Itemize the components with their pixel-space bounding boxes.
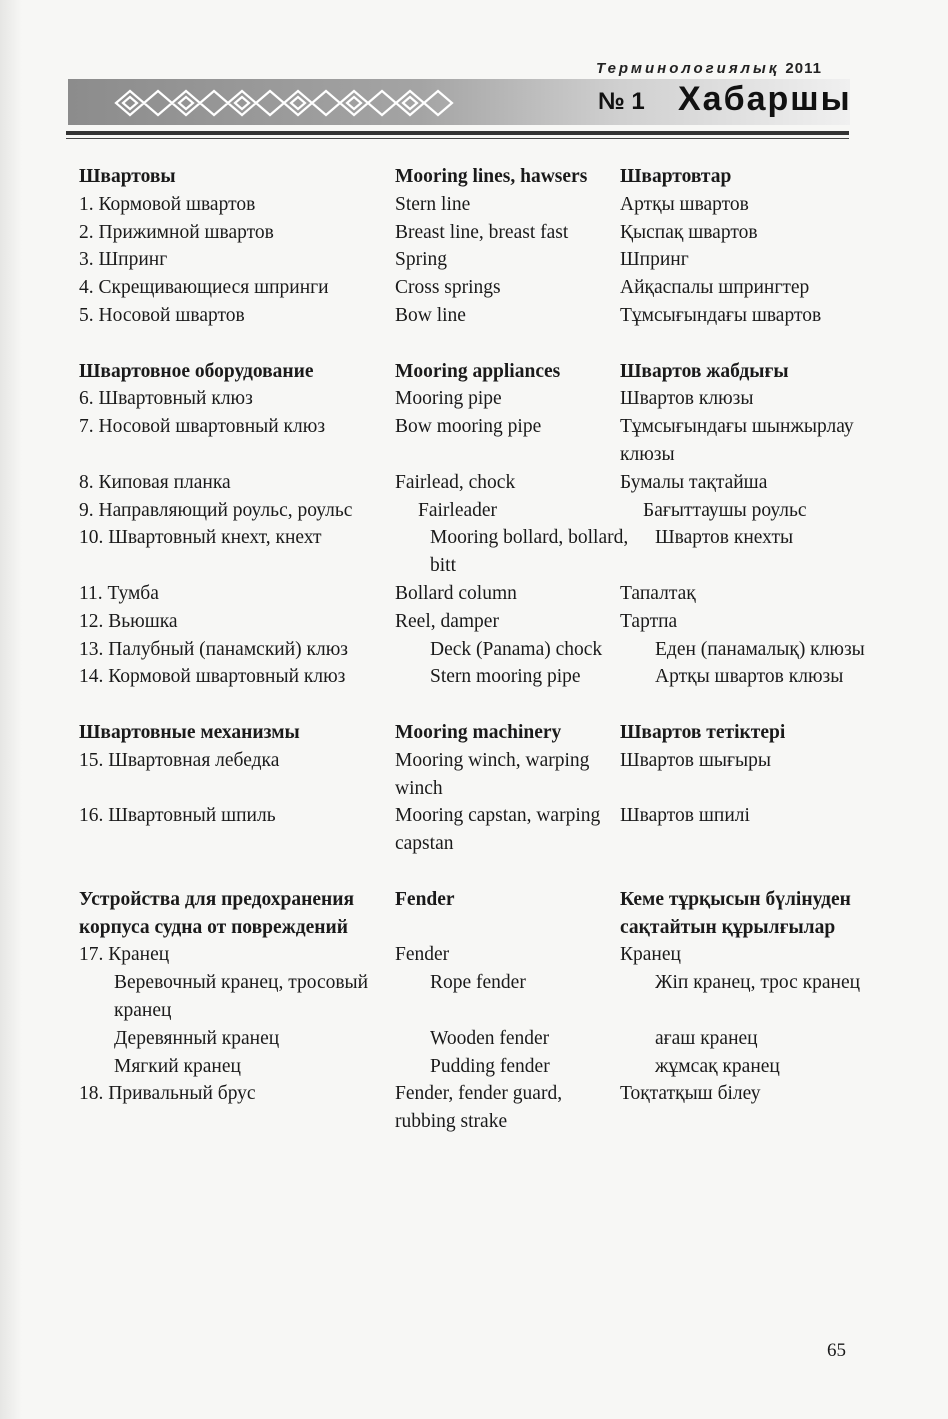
term-kz: Швартов кнехты [655,527,794,549]
term-en: Bollard column [395,582,517,604]
term-ru: 18. Привальный брус [79,1083,256,1105]
term-ru: 5. Носовой швартов [79,304,245,326]
term-ru: 6. Швартовный клюз [79,388,253,410]
term-en: Mooring bollard, bollard, bitt [430,527,629,577]
term-en: Fairleader [418,499,498,521]
term-ru: 14. Кормовой швартовный клюз [79,666,346,688]
term-row [79,802,859,858]
term-row [79,246,859,274]
term-kz: Швартов клюзы [620,388,754,410]
heading-ru: Швартовное оборудование [79,360,314,382]
term-en: Mooring pipe [395,388,502,410]
term-ru: Веревочный кранец, тросовый кранец [114,972,369,1021]
term-kz: Бағыттаушы роульс [643,499,807,521]
header-rule-thin [66,138,849,139]
term-row [79,497,859,525]
term-en: Breast line, breast fast [395,221,569,243]
term-row [79,385,859,413]
term-kz: Тапалтақ [620,582,696,604]
term-ru: 9. Направляющий роульс, роульс [79,499,353,521]
heading-kz: Швартовтар [620,166,732,187]
term-row [79,219,859,247]
term-ru: 17. Кранец [79,944,170,966]
term-row [79,1080,859,1136]
term-row [79,469,859,497]
term-kz: Айқаспалы шпрингтер [620,277,810,299]
heading-kz: Швартов жабдығы [620,360,789,382]
heading-ru: Устройства для предохранения корпуса судна от повреждений [79,888,354,938]
term-en: Spring [395,249,448,271]
term-kz: Кранец [620,944,681,966]
term-ru: 4. Скрещивающиеся шпринги [79,277,329,299]
term-kz: Тоқтатқыш білеу [620,1083,761,1105]
term-en: Mooring winch, warping winch [395,749,590,799]
term-en: Deck (Panama) chock [430,638,603,660]
heading-kz: Швартов тетіктері [620,721,786,743]
heading-en: Fender [395,888,455,910]
term-kz: Жіп кранец, трос кранец [655,972,861,994]
heading-ru: Швартовы [79,166,176,187]
term-ru: 16. Швартовный шпиль [79,805,276,827]
heading-kz: Кеме тұрқысын бүлінуден сақтайтын құрылғылар [620,888,851,938]
term-ru: 10. Швартовный кнехт, кнехт [79,527,322,549]
term-ru: Деревянный кранец [114,1027,280,1049]
term-row [79,524,859,580]
page-number: 65 [827,1340,846,1361]
term-kz: Тұмсығындағы шынжырлау клюзы [620,416,854,465]
term-kz: Швартов шпилі [620,805,750,827]
section-heading-row [79,358,859,386]
term-en: Fairlead, chock [395,471,516,493]
term-kz: Артқы швартов клюзы [655,666,844,688]
term-en: Reel, damper [395,610,499,632]
term-row [79,302,859,330]
term-row [79,941,859,969]
term-en: Cross springs [395,277,501,299]
term-kz: Тұмсығындағы швартов [620,304,822,326]
journal-title: Хабаршы [678,80,852,118]
term-ru: 7. Носовой швартовный клюз [79,416,326,438]
section-heading-row [79,886,859,942]
term-kz: жұмсақ кранец [655,1055,780,1077]
term-en: Mooring capstan, warping capstan [395,805,601,855]
heading-en: Mooring appliances [395,360,561,382]
term-row [79,580,859,608]
heading-ru: Швартовные механизмы [79,721,300,743]
terminology-table [79,163,865,1136]
term-ru: 2. Прижимной швартов [79,221,274,243]
term-ru: 13. Палубный (панамский) клюз [79,638,349,660]
term-en: Bow line [395,304,466,326]
page-edge-shadow [0,0,22,1419]
term-row [79,636,865,664]
term-kz: Қыспақ швартов [620,221,758,243]
heading-en: Mooring machinery [395,721,562,743]
term-kz: Шпринг [620,249,689,271]
term-row [79,1025,859,1053]
term-en: Rope fender [430,972,526,994]
term-en: Stern line [395,193,471,215]
term-kz: Еден (панамалық) клюзы [655,638,865,660]
heading-en: Mooring lines, hawsers [395,166,588,187]
term-ru: 8. Киповая планка [79,471,231,493]
term-ru: 12. Вьюшка [79,610,178,632]
term-row [79,274,859,302]
term-en: Fender [395,944,450,966]
term-kz: Тартпа [620,610,678,632]
ornament-pattern [112,86,472,120]
journal-name-top: Терминологиялық 2011 [596,60,822,77]
term-kz: Артқы швартов [620,193,749,215]
term-ru: 15. Швартовная лебедка [79,749,280,771]
term-ru: 11. Тумба [79,582,159,604]
term-row [79,413,859,469]
journal-year: 2011 [785,60,822,77]
term-kz: Бумалы тақтайша [620,471,768,493]
term-ru: 3. Шпринг [79,249,168,271]
term-row [79,663,859,691]
term-row [79,191,859,219]
term-kz: ағаш кранец [655,1027,758,1049]
term-ru: Мягкий кранец [114,1055,241,1077]
section-heading-row [79,163,859,191]
header-rule-thick [66,131,849,135]
term-ru: 1. Кормовой швартов [79,193,256,215]
term-row [79,747,859,803]
term-en: Wooden fender [430,1027,550,1049]
term-row [79,1053,859,1081]
term-en: Bow mooring pipe [395,416,542,438]
term-en: Fender, fender guard, rubbing strake [395,1083,563,1133]
term-en: Stern mooring pipe [430,666,581,688]
term-row [79,969,859,1025]
term-kz: Швартов шығыры [620,749,771,771]
section-heading-row [79,719,859,747]
term-row [79,608,859,636]
issue-number: № 1 [598,88,645,115]
term-en: Pudding fender [430,1055,550,1077]
